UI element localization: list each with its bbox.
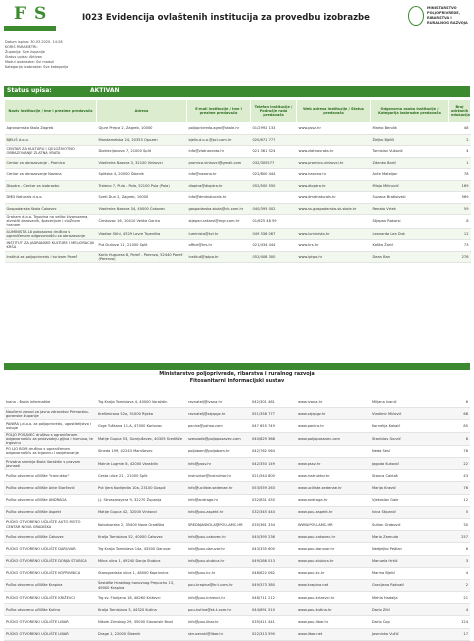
table-cell: 049/373 380 bbox=[250, 579, 296, 591]
table-cell: bjelis.d.o.o.@pcl-com.hr bbox=[187, 134, 251, 146]
table-cell: 76 bbox=[448, 445, 470, 457]
table-cell: 052/500 550 bbox=[251, 180, 297, 192]
column-header: Naziv institucije / ime i prezime predavača bbox=[5, 100, 97, 123]
table-cell: 035/411 441 bbox=[250, 616, 296, 628]
table-cell: Kralja Tomislava 3, 44320 Kutina bbox=[96, 604, 186, 616]
table-cell: www.promico-vinkovci.hr bbox=[297, 157, 371, 169]
table-cell: 042/301 461 bbox=[250, 396, 296, 408]
table-cell: Nikole Zrinskog 29, 35000 Slavonski Brod bbox=[96, 616, 186, 628]
table-cell: Ante Mateljan bbox=[371, 169, 449, 181]
table-row bbox=[5, 192, 471, 204]
table-cell: Miljana Ivanić bbox=[370, 396, 448, 408]
table-row bbox=[5, 180, 471, 192]
table-cell bbox=[251, 192, 297, 204]
institutions-table bbox=[4, 99, 471, 263]
table-cell: Kolodvorska 2, 35400 Nova Gradiška bbox=[96, 518, 186, 530]
table-row bbox=[5, 134, 471, 146]
table-cell: PUČKO OTVORENO UČILIŠTE KOPRIVNICA bbox=[4, 567, 96, 579]
table-cell: Dioptra - Centar za izobrazbu bbox=[5, 180, 97, 192]
table-cell: info@pou-stubica.hr bbox=[186, 555, 250, 567]
logo-band bbox=[4, 26, 56, 31]
table-cell: Renato Vrtek bbox=[371, 203, 449, 215]
table-cell: 042/762 064 bbox=[250, 445, 296, 457]
table-cell: Jasminka Vučić bbox=[370, 628, 448, 640]
table-cell: DMD Naturals d.o.o. bbox=[5, 192, 97, 204]
table-cell: 5 bbox=[448, 506, 470, 518]
table-cell: Pučko otvoreno učilište Čakovec bbox=[4, 531, 96, 543]
table-cell: pou-kutina@sk.t-com.hr bbox=[186, 604, 250, 616]
table-cell: Agronomska škola Zagreb bbox=[5, 123, 97, 135]
status-value: AKTIVAN bbox=[90, 87, 120, 94]
table-cell: Ivica Stipanić bbox=[370, 506, 448, 518]
table-cell: Gospodarska škola Čakovec bbox=[5, 203, 97, 215]
table-cell: 6 bbox=[448, 396, 470, 408]
table-cell: info@pssv.hr bbox=[186, 458, 250, 470]
table-row bbox=[5, 157, 471, 169]
ministry-logo bbox=[408, 4, 474, 36]
table-cell: ravnatelj@zzjzpgz.hr bbox=[186, 408, 250, 420]
table-cell: Stanca Caktaš bbox=[370, 470, 448, 482]
table-cell: 048/711 212 bbox=[250, 592, 296, 604]
table-cell: 040/395 002 bbox=[251, 203, 297, 215]
table-cell: Mlina ulica 1, 49240 Donja Stubica bbox=[96, 555, 186, 567]
table-cell: info@pou-cakovec.hr bbox=[186, 531, 250, 543]
table-cell: info@pou-libar.hr bbox=[186, 616, 250, 628]
table-cell: Splitska 4, 20000 Šibenik bbox=[97, 169, 187, 181]
table-cell: Trg Kralja Tomislava 14a, 43500 Daruvar bbox=[96, 543, 186, 555]
table-cell: ILUMINISTA Lð pokosovno društvo s ograničenom odgovornošću za obrazovanje bbox=[5, 228, 97, 240]
table-cell: office@krs.hr bbox=[187, 240, 251, 252]
table-cell: 1 bbox=[449, 157, 471, 169]
table-cell: info@pou-daruvar.hr bbox=[186, 543, 250, 555]
table-cell: Privatna srednja škola Varaždin s pravom javnosti bbox=[4, 458, 96, 470]
table-cell: WWW.POU-AMC.HR bbox=[296, 518, 370, 530]
table-cell: PUČKO OTVORENO UČILIŠTE LIBAR bbox=[4, 628, 96, 640]
table-cell: 2 bbox=[449, 134, 471, 146]
column-header: E-mail institucije / Ime i prezime predavača bbox=[187, 100, 251, 123]
table-row bbox=[4, 628, 470, 640]
table-cell: Marija Knezić bbox=[370, 482, 448, 494]
table-cell: 22 bbox=[448, 458, 470, 470]
table-cell: PUČKO OTVORENO UČILIŠTE DARUVAR bbox=[4, 543, 96, 555]
table-cell: 21 bbox=[448, 592, 470, 604]
table-cell: PUČKO OTVORENO UČILIŠTE DONJA STUBICA bbox=[4, 555, 96, 567]
table-cell: www.nazona.hr bbox=[297, 169, 371, 181]
table-cell: Mario Zamuda bbox=[370, 531, 448, 543]
table-row bbox=[4, 592, 470, 604]
table-cell: Graham d.o.o. Trgovina na veliko živorozama, stvrstiti darovanih, špecerijom i cloŽnom hranom bbox=[5, 215, 97, 229]
table-cell: 042/350 149 bbox=[250, 458, 296, 470]
table-cell: 044/691 510 bbox=[250, 604, 296, 616]
table-cell: 021/434 444 bbox=[251, 240, 297, 252]
table-row bbox=[4, 531, 470, 543]
table-cell: www.pou-kc.hr bbox=[296, 567, 370, 579]
table-cell: Sultan Grabović bbox=[370, 518, 448, 530]
table-cell: J.J. Strossmayera 9, 32270 Županja bbox=[96, 494, 186, 506]
table-cell: info@andraga.hr bbox=[186, 494, 250, 506]
column-header: Odgovorna osoba institucije / Kategorija izobrazbe predavača bbox=[371, 100, 449, 123]
table-cell: Jagoda Kuković bbox=[370, 458, 448, 470]
table-cell: Vladise Stihi, 4529 Lovre Trpenitta bbox=[97, 228, 187, 240]
table-cell bbox=[297, 215, 371, 229]
table-cell: 022/313 590 bbox=[250, 628, 296, 640]
table-cell: BJELIŠ d.o.o. bbox=[5, 134, 97, 146]
table-cell: Marko Bendik bbox=[371, 123, 449, 135]
table-cell: www.andraga.hr bbox=[296, 494, 370, 506]
table-cell: dioptra@dioptra.hr bbox=[187, 180, 251, 192]
table-cell: Kaška Žarić bbox=[371, 240, 449, 252]
table-cell: Neda Sesl bbox=[370, 445, 448, 457]
print-parameters: Datum ispisa: 30.03.2020. 14:28 KORIŠ PARAMETRI: Županija: Sve županije Status upisa: Aktivan Modul izobrazbe: Svi moduli Kategorija izobrazbe: Sve kategorije bbox=[5, 40, 69, 69]
table-cell: Grge Tuškana 11-A, 47000 Karlovac bbox=[96, 420, 186, 432]
table-cell: www.uciliste-sedenae.hr bbox=[296, 482, 370, 494]
table-cell: Kornelija Kakaić bbox=[370, 420, 448, 432]
table-cell: www.libar.net bbox=[296, 628, 370, 640]
section-title: Ministarstvo poljoprivrede, ribarstva i ruralnog razvoja Fitosanitarni informacijski sustav bbox=[159, 371, 315, 384]
table-cell: INSTITUT ZA JADRANSKE KULTURE I MELIORACIJU KRŠA bbox=[5, 240, 97, 252]
table-cell: 8 bbox=[448, 432, 470, 445]
table-cell: 3 bbox=[448, 555, 470, 567]
table-row bbox=[4, 616, 470, 628]
table-row bbox=[4, 555, 470, 567]
table-cell: 8 bbox=[449, 215, 471, 229]
table-cell: Stjepan Rakarsi bbox=[371, 215, 449, 229]
table-cell bbox=[296, 445, 370, 457]
table-cell: 047 655 749 bbox=[250, 420, 296, 432]
table-cell: info@pou-krizevci.hr bbox=[186, 592, 250, 604]
table-cell: 257 bbox=[448, 531, 470, 543]
table-cell: Vladimira Nazora 34, 40000 Čakovec bbox=[97, 203, 187, 215]
table-cell: Suzana Bratkovski bbox=[371, 192, 449, 204]
table-cell: stjepan.rakarsi@mgr.com.hr bbox=[187, 215, 251, 229]
table-cell: pou-krapina@kr.t-com.hr bbox=[186, 579, 250, 591]
ministry-emblem-icon bbox=[408, 6, 424, 26]
table-cell: Zdenko Barić bbox=[371, 157, 449, 169]
table-cell: 169 bbox=[449, 180, 471, 192]
table-cell: poljoprivreda.agro@skole.hr bbox=[187, 123, 251, 135]
table-cell: 021/544 800 bbox=[250, 470, 296, 482]
table-cell: www.pou-cakovec.hr bbox=[296, 531, 370, 543]
table-cell: Karla Huguesa 8, Poreč - Parenzo, 52440 Poreč (Parenzo) bbox=[97, 251, 187, 263]
table-cell: Dean Ban bbox=[371, 251, 449, 263]
table-cell: Pučko otvoreno učilište "Instruktor" bbox=[4, 470, 96, 482]
table-cell: 68 bbox=[448, 408, 470, 420]
ministry-name: MINISTARSTVO POLJOPRIVREDE, RIBARSTVA I RURALNOG RAZVOJA bbox=[427, 6, 468, 25]
table-cell: 78 bbox=[449, 169, 471, 181]
table-cell: www.zlatnavrata.hr bbox=[297, 146, 371, 158]
status-label: Status upisa: bbox=[7, 87, 52, 94]
table-cell: www.pou-kutina.hr bbox=[296, 604, 370, 616]
table-cell: panira@yahoo.com bbox=[186, 420, 250, 432]
table-row bbox=[5, 203, 471, 215]
table-cell: Gracijana Rakvaić bbox=[370, 579, 448, 591]
table-row bbox=[5, 169, 471, 181]
table-cell: Centar za obrazovanje Nazona bbox=[5, 169, 97, 181]
table-cell: 30 bbox=[448, 518, 470, 530]
table-cell: www.pou-daruvar.hr bbox=[296, 543, 370, 555]
table-cell: 051/358 777 bbox=[250, 408, 296, 420]
table-cell: 48 bbox=[449, 123, 471, 135]
table-cell: institut@iptpo.hr bbox=[187, 251, 251, 263]
table-cell: www.pou-aspekt.hr bbox=[296, 506, 370, 518]
table-cell: promico.vinkovci@gmail.com bbox=[187, 157, 251, 169]
table-cell: Marina Bjelić bbox=[370, 567, 448, 579]
table-row bbox=[4, 518, 470, 530]
table-cell: info@nazona.hr bbox=[187, 169, 251, 181]
table-cell: Pučko otvoreno učilište Kutina bbox=[4, 604, 96, 616]
fss-logo bbox=[4, 4, 56, 34]
table-cell: 2 bbox=[448, 579, 470, 591]
table-row bbox=[4, 470, 470, 482]
table-cell: Vladimir Mićović bbox=[370, 408, 448, 420]
table-cell: Šestdiše Hrastkog hanovnog Prepuchu 13, 49000 Krapina bbox=[96, 579, 186, 591]
table-cell: www.zzjzpgz.hr bbox=[296, 408, 370, 420]
table-cell: 73 bbox=[449, 240, 471, 252]
table-row bbox=[4, 482, 470, 494]
table-cell: PO LJO BOM društvo s ograničenom odgovornošću za trgovinu i savjetovanje bbox=[4, 445, 96, 457]
table-cell: 048/622 062 bbox=[250, 567, 296, 579]
table-cell: 59 bbox=[449, 203, 471, 215]
table-cell: 4 bbox=[449, 146, 471, 158]
table-cell: www.dioptra.hr bbox=[297, 180, 371, 192]
table-cell: Željko Bjeliš bbox=[371, 134, 449, 146]
table-cell: 124 bbox=[448, 616, 470, 628]
table-cell: info@pou-kc.hr bbox=[186, 567, 250, 579]
table-row bbox=[5, 251, 471, 263]
table-cell: 043/335 600 bbox=[250, 543, 296, 555]
table-cell: 035/361 334 bbox=[250, 518, 296, 530]
section-divider bbox=[4, 363, 470, 370]
table-cell: 052/408 300 bbox=[251, 251, 297, 263]
table-cell: 032/305577 bbox=[251, 157, 297, 169]
table-row bbox=[4, 432, 470, 445]
table-cell: Centar za obrazovanje - Promico bbox=[5, 157, 97, 169]
page-title: I023 Evidencija ovlaštenih institucija za provedbu izobrazbe bbox=[82, 13, 370, 23]
table-cell: www.krapina.net bbox=[296, 579, 370, 591]
table-cell: 020/671 777 bbox=[251, 134, 297, 146]
table-cell: 43 bbox=[448, 470, 470, 482]
table-cell: Vjekoslav Gale bbox=[370, 494, 448, 506]
table-cell: www.poljoposavec.com bbox=[296, 432, 370, 445]
table-cell: www.pou-krizevci.hr bbox=[296, 592, 370, 604]
table-row bbox=[4, 494, 470, 506]
table-cell: Cesta ulice 21 , 21000 Split bbox=[96, 470, 186, 482]
table-cell: gospodarska.skola@ck-com.hr bbox=[187, 203, 251, 215]
table-cell bbox=[297, 134, 371, 146]
table-cell: Put Duilova 11, 21000 Split bbox=[97, 240, 187, 252]
status-bar bbox=[4, 86, 470, 97]
table-cell: PUČKO OTVORENO UČILIŠTE KRIŽEVCI bbox=[4, 592, 96, 604]
table-cell: Put Ijera Kodrjedla 10a, 23100 Gospić bbox=[96, 482, 186, 494]
table-cell: Starogradska ulica 1, 48000 Koprivnica bbox=[96, 567, 186, 579]
column-header: Web adresa institucije / Status predavača bbox=[297, 100, 371, 123]
table-cell: Malnie Lugmie 8, 42000 Varaždin bbox=[96, 458, 186, 470]
table-cell: Čimkovac 16, 10410 Velika Gorica bbox=[97, 215, 187, 229]
table-cell: www.ivana.hr bbox=[296, 396, 370, 408]
table-cell: 021 361 524 bbox=[251, 146, 297, 158]
logo-text: F S bbox=[14, 4, 48, 24]
table-cell: Drage 1, 22000 Šibenik bbox=[96, 628, 186, 640]
table-cell: www.ss-gospodarska-sk.skole.hr bbox=[297, 203, 371, 215]
table-cell: 85 bbox=[448, 420, 470, 432]
table-cell: www.panira.hr bbox=[296, 420, 370, 432]
institutions-table-continued bbox=[4, 396, 470, 641]
table-cell: Mehla Hadalja bbox=[370, 592, 448, 604]
table-cell: 01/625 48 59 bbox=[251, 215, 297, 229]
table-cell: luminista@kzl.hr bbox=[187, 228, 251, 240]
table-cell: Trg Kralja Tomislava 4, 40000 Varaždin bbox=[96, 396, 186, 408]
table-cell: PUČKO OTVORENO UČILIŠTE AUTO MOTO CENTAR NOVA GRADIŠKA bbox=[4, 518, 96, 530]
table-cell: www.dmdnaturals.hr bbox=[297, 192, 371, 204]
table-cell: 17 bbox=[448, 628, 470, 640]
table-cell: 049 336 067 bbox=[251, 228, 297, 240]
table-cell: Pučko otvoreno učilište Ante Starčević bbox=[4, 482, 96, 494]
table-cell: www.luminista.hr bbox=[297, 228, 371, 240]
table-cell: info@zlatnavrata.hr bbox=[187, 146, 251, 158]
table-cell: Stanislav Gorzić bbox=[370, 432, 448, 445]
table-row bbox=[4, 506, 470, 518]
table-cell: 049/286 013 bbox=[250, 555, 296, 567]
table-cell: info@uciliste-sedenae.hr bbox=[186, 482, 250, 494]
table-cell: Trg sv. Florijana 18, 48260 Križevci bbox=[96, 592, 186, 604]
table-cell: 040/829 368 bbox=[250, 432, 296, 445]
table-cell: Nedjeljko Pejtlan bbox=[370, 543, 448, 555]
table-row bbox=[5, 123, 471, 135]
table-row bbox=[5, 228, 471, 240]
table-row bbox=[5, 240, 471, 252]
table-cell: Ivana - škola informatike bbox=[4, 396, 96, 408]
table-cell: www.instruktor.hr bbox=[296, 470, 370, 482]
table-cell: Matije Gupca 53, Gornjuševec, 40305 Središće bbox=[96, 432, 186, 445]
table-cell: POLJO POŠAVEC društvo s ograničenom odgovornošću za proizvodnju gljiva i humusa, te trgovinu bbox=[4, 432, 96, 445]
table-row bbox=[5, 146, 471, 158]
table-cell: CENTAR ZA KULTURU I CJELOŽIVOTNO OBRAZOVANJE ZLATNA VRATA bbox=[5, 146, 97, 158]
table-cell: ravnatelj@ivana.hr bbox=[186, 396, 250, 408]
table-cell: Manuela Hrkić bbox=[370, 555, 448, 567]
table-cell: PANIRA j.d.o.o. za poljoprivredu, ugostiteljstvo i usluge bbox=[4, 420, 96, 432]
table-cell: Trsteno 7, Pula - Pola, 52100 Pula (Pola) bbox=[97, 180, 187, 192]
table-cell: 76 bbox=[448, 482, 470, 494]
table-cell: www.iptpo.hr bbox=[297, 251, 371, 263]
table-cell: Dioklecijanova 7, 21000 Split bbox=[97, 146, 187, 158]
table-cell: 8 bbox=[448, 543, 470, 555]
table-cell: 569 bbox=[449, 192, 471, 204]
table-cell: Institut za poljoprivredu i turizam Poreč bbox=[5, 251, 97, 263]
table-cell: Dario Čop bbox=[370, 616, 448, 628]
table-row bbox=[4, 579, 470, 591]
column-header: Broj održanih edukacija bbox=[449, 100, 471, 123]
table-cell: 053/559 263 bbox=[250, 482, 296, 494]
table-cell: Pučko otvoreno učilište ANDRAGA bbox=[4, 494, 96, 506]
table-cell: 022/800 444 bbox=[251, 169, 297, 181]
table-row bbox=[5, 215, 471, 229]
table-cell: Sineda 199, 42243 Maruševec bbox=[96, 445, 186, 457]
table-cell: www.pou-stubica.hr bbox=[296, 555, 370, 567]
table-cell: Matije Gupca 42, 32000 Vinkovci bbox=[96, 506, 186, 518]
table-cell: Vladimira Nazora 3, 32100 Vinkovci bbox=[97, 157, 187, 169]
table-cell: poljobom@poljobom.hr bbox=[186, 445, 250, 457]
table-cell: Naučemi zavod za javno zdravstvo Primorsko-goranske županije bbox=[4, 408, 96, 420]
table-row bbox=[4, 458, 470, 470]
column-header: Telefon institucije / Područje rada predavača bbox=[251, 100, 297, 123]
table-row bbox=[4, 420, 470, 432]
table-row bbox=[4, 604, 470, 616]
table-cell: Mlaja Milinović bbox=[371, 180, 449, 192]
table-cell: PUČKO OTVORENO UČILIŠTE LIBAR bbox=[4, 616, 96, 628]
table-cell: 032/345 444 bbox=[250, 506, 296, 518]
table-cell: 4 bbox=[448, 567, 470, 579]
table-cell: www.pssz.hr bbox=[297, 123, 371, 135]
table-cell: www.krs.hr bbox=[297, 240, 371, 252]
table-cell: 12 bbox=[448, 494, 470, 506]
table-cell: 01/2992 133 bbox=[251, 123, 297, 135]
table-cell: www.pou-libar.hr bbox=[296, 616, 370, 628]
table-cell: 278 bbox=[449, 251, 471, 263]
table-cell: Pučko otvoreno učilište Aspekt bbox=[4, 506, 96, 518]
table-cell: instruktor@instruktor.hr bbox=[186, 470, 250, 482]
table-cell: Tomislav Vuković bbox=[371, 146, 449, 158]
table-row bbox=[4, 543, 470, 555]
table-cell: 4 bbox=[448, 604, 470, 616]
table-cell: skrucevski@libar.hr bbox=[186, 628, 250, 640]
table-row bbox=[4, 567, 470, 579]
table-cell: Mandamelska 24, 20353 Opuzen bbox=[97, 134, 187, 146]
header bbox=[0, 0, 474, 38]
table-cell: Dario Zilić bbox=[370, 604, 448, 616]
table-cell: 032/831 450 bbox=[250, 494, 296, 506]
table-cell: info@dmdnaturals.hr bbox=[187, 192, 251, 204]
table-cell: Kralja Tomislava 52, 40000 Čakovec bbox=[96, 531, 186, 543]
table-cell: 040/395 236 bbox=[250, 531, 296, 543]
table-cell: Pučko otvoreno učilište Krapina bbox=[4, 579, 96, 591]
table-cell: info@pou-aspekt.hr bbox=[186, 506, 250, 518]
table-cell: Gjure Prejca 2, Zagreb, 10000 bbox=[97, 123, 187, 135]
table-cell: SREDNJASKOLA@POU-AMC.HR bbox=[186, 518, 250, 530]
table-row bbox=[4, 396, 470, 408]
column-header: Adresa bbox=[97, 100, 187, 123]
table-cell: www.pssv.hr bbox=[296, 458, 370, 470]
table-cell: Leonarda Lea Duk bbox=[371, 228, 449, 240]
table-cell: Krešimirova 52a, 51000 Rijeka bbox=[96, 408, 186, 420]
table-cell: 12 bbox=[449, 228, 471, 240]
table-cell: Svetl Dun 2, Zagreb, 10000 bbox=[97, 192, 187, 204]
table-header-row bbox=[5, 100, 471, 123]
table-row bbox=[4, 445, 470, 457]
table-row bbox=[4, 408, 470, 420]
table-cell: szesvodb@poljoposavec.com bbox=[186, 432, 250, 445]
